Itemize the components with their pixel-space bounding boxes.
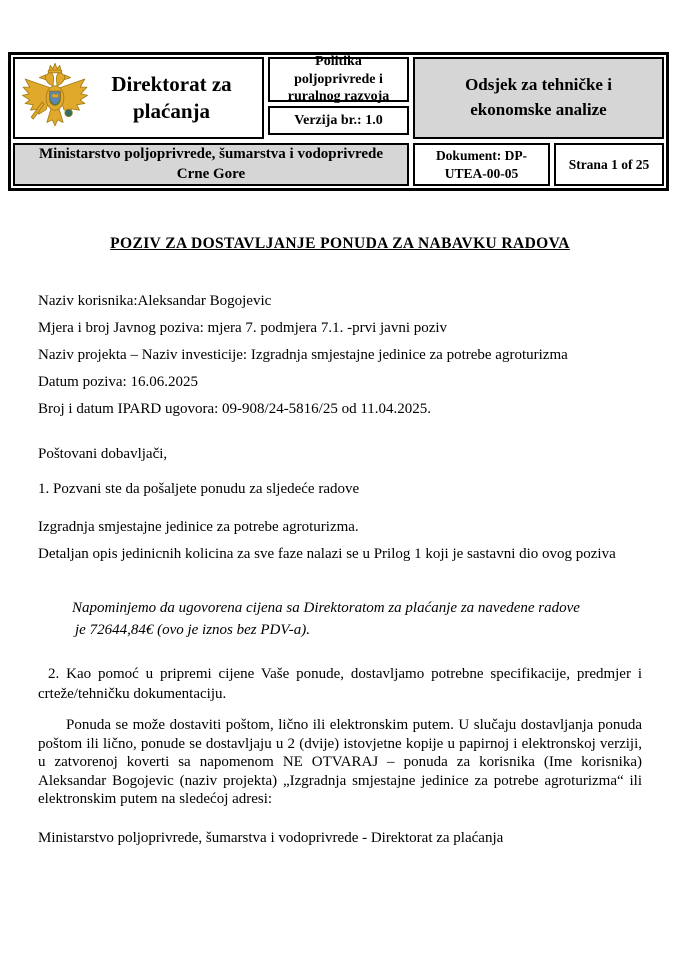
call-date-line: Datum poziva: 16.06.2025 bbox=[38, 374, 198, 390]
item1-line: 1. Pozvani ste da pošaljete ponudu za sljedeće radove bbox=[38, 481, 360, 497]
price-note-line1: Napominjemo da ugovorena cijena sa Direktoratom za plaćanje za navedene radove bbox=[72, 600, 580, 616]
header-cell-directorate bbox=[13, 57, 264, 139]
works-description-line: Izgradnja smjestajne jedinice za potrebe agroturizma. bbox=[38, 519, 359, 535]
price-note-line2: je 72644,84€ (ovo je iznos bez PDV-a). bbox=[75, 622, 310, 638]
salutation-line: Poštovani dobavljači, bbox=[38, 446, 168, 462]
delivery-instructions-paragraph: Ponuda se može dostaviti poštom, lično ili elektronskim putem. U slučaju dostavljanja ponuda poštom ili lično, ponude se dostavljaju u 2 (dvije) istovjetne kopije u papirnoj i elektronskoj verziji, u zatvorenoj koverti sa napomenom NE OTVARAJ – ponuda za korisnika (Ime korisnika) Aleksandar Bogojevic (naziv projekta) „Izgradnja smjestajne jedinice za potrebe agroturizma“ ili elektronskim putem na sledećoj adresi: bbox=[38, 717, 642, 807]
ministry-address-line: Ministarstvo poljoprivrede, šumarstva i vodoprivrede - Direktorat za plaćanja bbox=[38, 829, 504, 846]
header-cell-policy-version bbox=[268, 54, 409, 139]
document-body bbox=[38, 188, 642, 848]
header-table bbox=[8, 52, 669, 191]
item2-paragraph: 2. Kao pomoć u pripremi cijene Vaše ponude, dostavljamo potrebne specifikacije, predmjer i crteže/tehničku dokumentaciju. bbox=[38, 666, 642, 702]
policy-label: Politika poljoprivrede i ruralnog razvoja bbox=[268, 57, 409, 102]
annex-note-line: Detaljan opis jedinicnih kolicina za sve faze nalazi se u Prilog 1 koji je sastavni dio ovog poziva bbox=[38, 546, 616, 562]
ipard-contract-line: Broj i datum IPARD ugovora: 09-908/24-5816/25 od 11.04.2025. bbox=[38, 401, 432, 417]
ministry-label: Ministarstvo poljoprivrede, šumarstva i vodoprivrede Crne Gore bbox=[13, 143, 409, 186]
department-label: Odsjek za tehničke i ekonomske analize bbox=[413, 57, 664, 139]
contract-price-note bbox=[72, 597, 582, 641]
montenegro-coat-of-arms-icon bbox=[21, 61, 89, 135]
document-number-label: Dokument: DP-UTEA-00-05 bbox=[413, 143, 550, 186]
beneficiary-name-line: Naziv korisnika:Aleksandar Bogojevic bbox=[38, 293, 272, 309]
document-title: POZIV ZA DOSTAVLJANJE PONUDA ZA NABAVKU RADOVA bbox=[110, 235, 570, 252]
page-number-label: Strana 1 of 25 bbox=[554, 143, 664, 186]
project-name-line: Naziv projekta – Naziv investicije: Izgradnja smjestajne jedinice za potrebe agroturizma bbox=[38, 347, 568, 363]
measure-line: Mjera i broj Javnog poziva: mjera 7. podmjera 7.1. -prvi javni poziv bbox=[38, 320, 448, 336]
version-label: Verzija br.: 1.0 bbox=[268, 106, 409, 135]
directorate-title: Direktorat za plaćanja bbox=[111, 71, 232, 123]
